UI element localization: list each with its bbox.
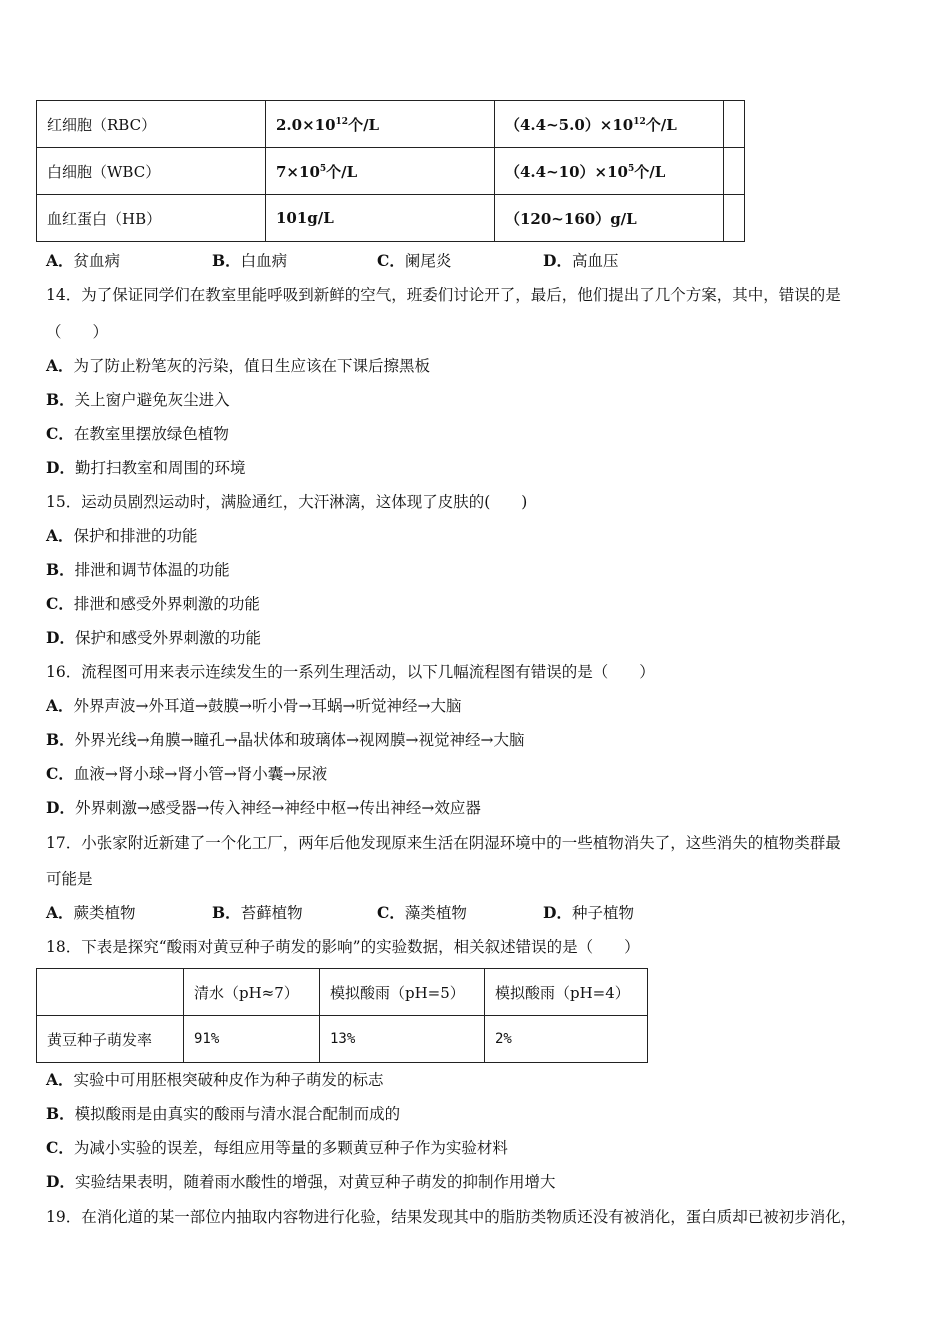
table-row	[37, 195, 745, 242]
q13-option-c[interactable]: C．阑尾炎	[377, 251, 452, 270]
q13-option-b[interactable]: B．白血病	[212, 251, 288, 270]
q15-option-b[interactable]: B．排泄和调节体温的功能	[46, 560, 230, 579]
seed-germination-table	[36, 968, 648, 1063]
q15-stem: 15．运动员剧烈运动时，满脸通红，大汗淋漓，这体现了皮肤的( )	[46, 493, 528, 511]
table-cell: 红细胞（RBC）	[37, 101, 266, 148]
table-header-cell	[37, 969, 184, 1016]
table-cell: 2%	[485, 1016, 648, 1063]
table-cell-empty	[724, 101, 745, 148]
table-header-cell: 模拟酸雨（pH=4）	[485, 969, 648, 1016]
q14-option-b[interactable]: B．关上窗户避免灰尘进入	[46, 390, 230, 409]
q13-option-d[interactable]: D．高血压	[543, 251, 619, 270]
table-cell-empty	[724, 195, 745, 242]
table-cell: $7\times 10^5$个/L	[266, 148, 495, 195]
q17-option-d[interactable]: D．种子植物	[543, 903, 634, 922]
q17-stem-cont: 可能是	[46, 870, 93, 888]
table-cell-empty	[724, 148, 745, 195]
table-header-cell: 清水（pH≈7）	[184, 969, 320, 1016]
blood-test-table	[36, 100, 745, 242]
table-row	[37, 1016, 648, 1063]
q18-option-c[interactable]: C．为减小实验的误差，每组应用等量的多颗黄豆种子作为实验材料	[46, 1138, 508, 1157]
q19-stem: 19．在消化道的某一部位内抽取内容物进行化验，结果发现其中的脂肪类物质还没有被消化，蛋白质却已被初步消化，	[46, 1208, 857, 1226]
q17-stem: 17．小张家附近新建了一个化工厂，两年后他发现原来生活在阴湿环境中的一些植物消失了，这些消失的植物类群最	[46, 834, 841, 852]
table-row	[37, 148, 745, 195]
q16-stem: 16．流程图可用来表示连续发生的一系列生理活动，以下几幅流程图有错误的是（ ）	[46, 663, 655, 681]
q15-option-a[interactable]: A．保护和排泄的功能	[46, 526, 198, 545]
table-cell: 白细胞（WBC）	[37, 148, 266, 195]
q18-option-a[interactable]: A．实验中可用胚根突破种皮作为种子萌发的标志	[46, 1070, 384, 1089]
table-cell: （120~160）g/L	[495, 195, 724, 242]
table-cell: $(4.4\sim 5.0)\times 10^{12}$个/L	[495, 101, 724, 148]
table-row	[37, 101, 745, 148]
table-cell: $(4.4\sim 10)\times 10^5$个/L	[495, 148, 724, 195]
q18-option-d[interactable]: D．实验结果表明，随着雨水酸性的增强，对黄豆种子萌发的抑制作用增大	[46, 1172, 556, 1191]
q15-option-d[interactable]: D．保护和感受外界刺激的功能	[46, 628, 261, 647]
table-cell: 13%	[320, 1016, 485, 1063]
table-header-cell: 模拟酸雨（pH=5）	[320, 969, 485, 1016]
q17-option-c[interactable]: C．藻类植物	[377, 903, 467, 922]
table-cell: 91%	[184, 1016, 320, 1063]
table-cell: 血红蛋白（HB）	[37, 195, 266, 242]
q17-option-b[interactable]: B．苔藓植物	[212, 903, 303, 922]
q17-option-a[interactable]: A．蕨类植物	[46, 903, 136, 922]
table-cell: $2.0\times 10^{12}$个/L	[266, 101, 495, 148]
q15-option-c[interactable]: C．排泄和感受外界刺激的功能	[46, 594, 260, 613]
q18-stem: 18．下表是探究“酸雨对黄豆种子萌发的影响”的实验数据，相关叙述错误的是（ ）	[46, 938, 640, 956]
q18-option-b[interactable]: B．模拟酸雨是由真实的酸雨与清水混合配制而成的	[46, 1104, 401, 1123]
q13-option-a[interactable]: A．贫血病	[46, 251, 121, 270]
q14-option-a[interactable]: A．为了防止粉笔灰的污染，值日生应该在下课后擦黑板	[46, 356, 431, 375]
q14-option-d[interactable]: D．勤打扫教室和周围的环境	[46, 458, 246, 477]
table-cell: 101g/L	[266, 195, 495, 242]
q14-stem: 14．为了保证同学们在教室里能呼吸到新鲜的空气，班委们讨论开了，最后，他们提出了几个方案，其中，错误的是	[46, 286, 841, 304]
table-row	[37, 969, 648, 1016]
q16-option-a[interactable]: A．外界声波→外耳道→鼓膜→听小骨→耳蜗→听觉神经→大脑	[46, 696, 462, 715]
q14-option-c[interactable]: C．在教室里摆放绿色植物	[46, 424, 229, 443]
q16-option-d[interactable]: D．外界刺激→感受器→传入神经→神经中枢→传出神经→效应器	[46, 798, 481, 817]
table-cell: 黄豆种子萌发率	[37, 1016, 184, 1063]
q16-option-b[interactable]: B．外界光线→角膜→瞳孔→晶状体和玻璃体→视网膜→视觉神经→大脑	[46, 730, 525, 749]
q16-option-c[interactable]: C．血液→肾小球→肾小管→肾小囊→尿液	[46, 764, 328, 783]
q14-stem-paren: （ ）	[46, 323, 109, 341]
